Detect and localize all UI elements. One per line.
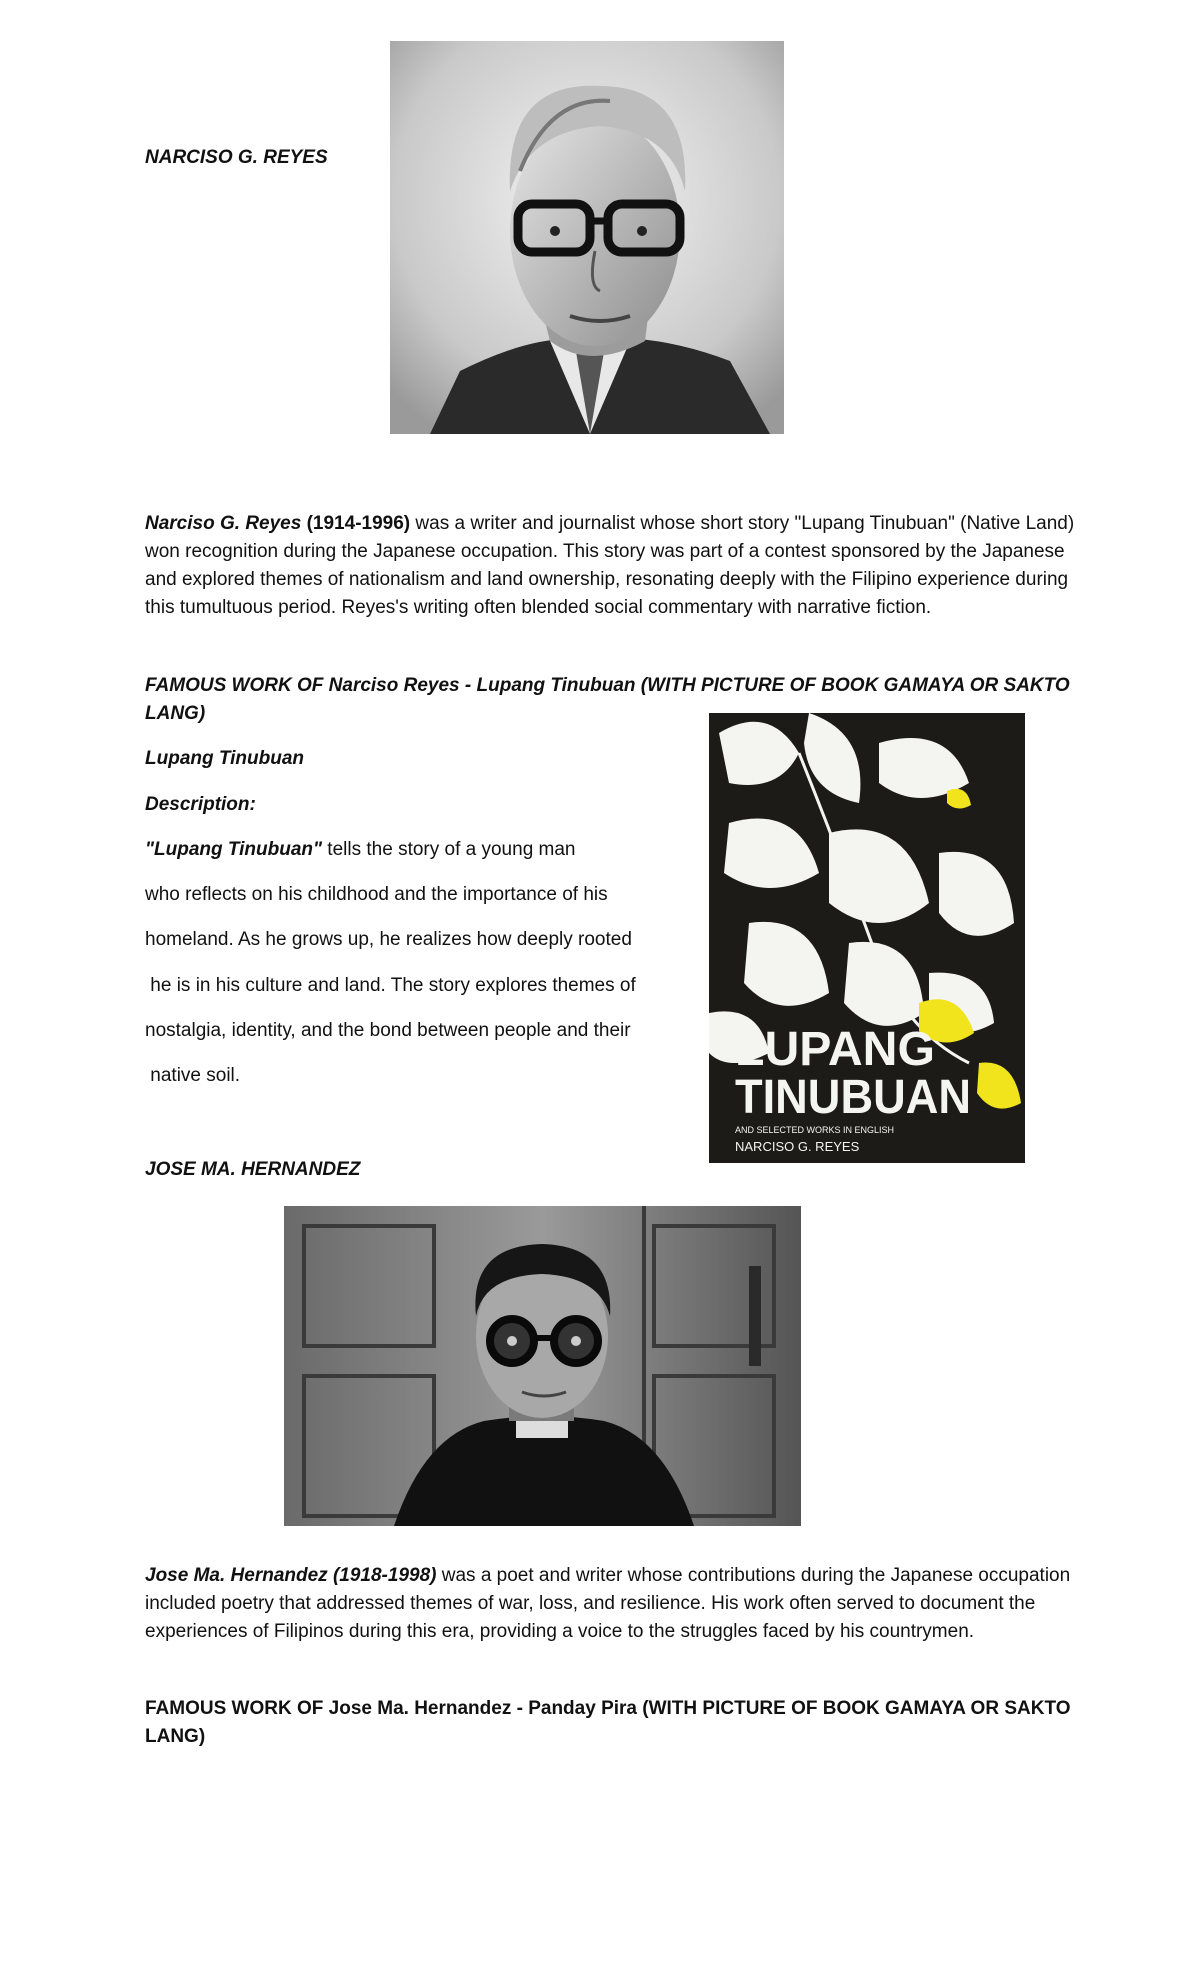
jose-bio-name: Jose Ma. Hernandez (1918-1998)	[145, 1565, 437, 1586]
portrait-illustration	[390, 41, 784, 434]
description-label: Description:	[145, 794, 256, 815]
narciso-bio-paragraph	[145, 510, 1095, 622]
narciso-famous-work-rest: - Lupang Tinubuan (WITH PICTURE OF BOOK GAMAYA OR SAKTO LANG)	[145, 675, 1070, 724]
description-line: homeland. As he grows up, he realizes how deeply rooted	[145, 929, 632, 950]
jose-bio-paragraph	[145, 1562, 1095, 1646]
book-title-line2: TINUBUAN	[735, 1071, 971, 1124]
book-cover-art	[709, 713, 1025, 1163]
narciso-bio-text: was a writer and journalist whose short story "Lupang Tinubuan" (Native Land) won recognition during the Japanese occupation. This story was part of a contest sponsored by the Japanese and explored themes of nationalism and land ownership, resonating deeply with the Filipino experience during this tumultuous period. Reyes's writing often blended social commentary with narrative fiction.	[145, 513, 1075, 618]
jose-famous-work-rest: - Panday Pira (WITH PICTURE OF BOOK GAMAYA OR SAKTO LANG)	[145, 1698, 1071, 1747]
portrait-illustration	[284, 1206, 801, 1526]
description-line	[145, 836, 576, 864]
work-title: Lupang Tinubuan	[145, 748, 305, 769]
jose-famous-work-name: Jose Ma. Hernandez	[328, 1698, 512, 1719]
book-subtitle: AND SELECTED WORKS IN ENGLISH	[735, 1125, 895, 1135]
narciso-famous-work-name: Narciso Reyes	[328, 675, 460, 696]
book-author: NARCISO G. REYES	[735, 1139, 860, 1154]
description-line: native soil.	[145, 1065, 241, 1086]
jose-name-heading: JOSE MA. HERNANDEZ	[145, 1159, 361, 1180]
jose-famous-work-prefix: FAMOUS WORK OF	[145, 1698, 329, 1719]
description-line1-rest: tells the story of a young man	[322, 839, 576, 860]
description-line: nostalgia, identity, and the bond between people and their	[145, 1020, 631, 1041]
jose-bio-text: was a poet and writer whose contributions during the Japanese occupation included poetry that addressed themes of war, loss, and resilience. His work often served to document the experiences of Filipinos during this era, providing a voice to the struggles faced by his countrymen.	[145, 1565, 1071, 1642]
narciso-name-heading: NARCISO G. REYES	[145, 147, 328, 168]
description-line: who reflects on his childhood and the importance of his	[145, 884, 608, 905]
book-title-line1: LUPANG	[735, 1023, 935, 1076]
jose-hernandez-portrait	[284, 1206, 801, 1526]
narciso-bio-years: (1914-1996)	[306, 513, 411, 534]
narciso-bio-name: Narciso G. Reyes	[145, 513, 302, 534]
narciso-reyes-portrait	[390, 41, 784, 434]
description-line: he is in his culture and land. The story explores themes of	[145, 975, 636, 996]
jose-famous-work	[145, 1695, 1095, 1751]
narciso-famous-work-prefix: FAMOUS WORK OF	[145, 675, 329, 696]
description-lead: "Lupang Tinubuan"	[145, 839, 323, 860]
lupang-tinubuan-book-cover	[709, 713, 1025, 1163]
